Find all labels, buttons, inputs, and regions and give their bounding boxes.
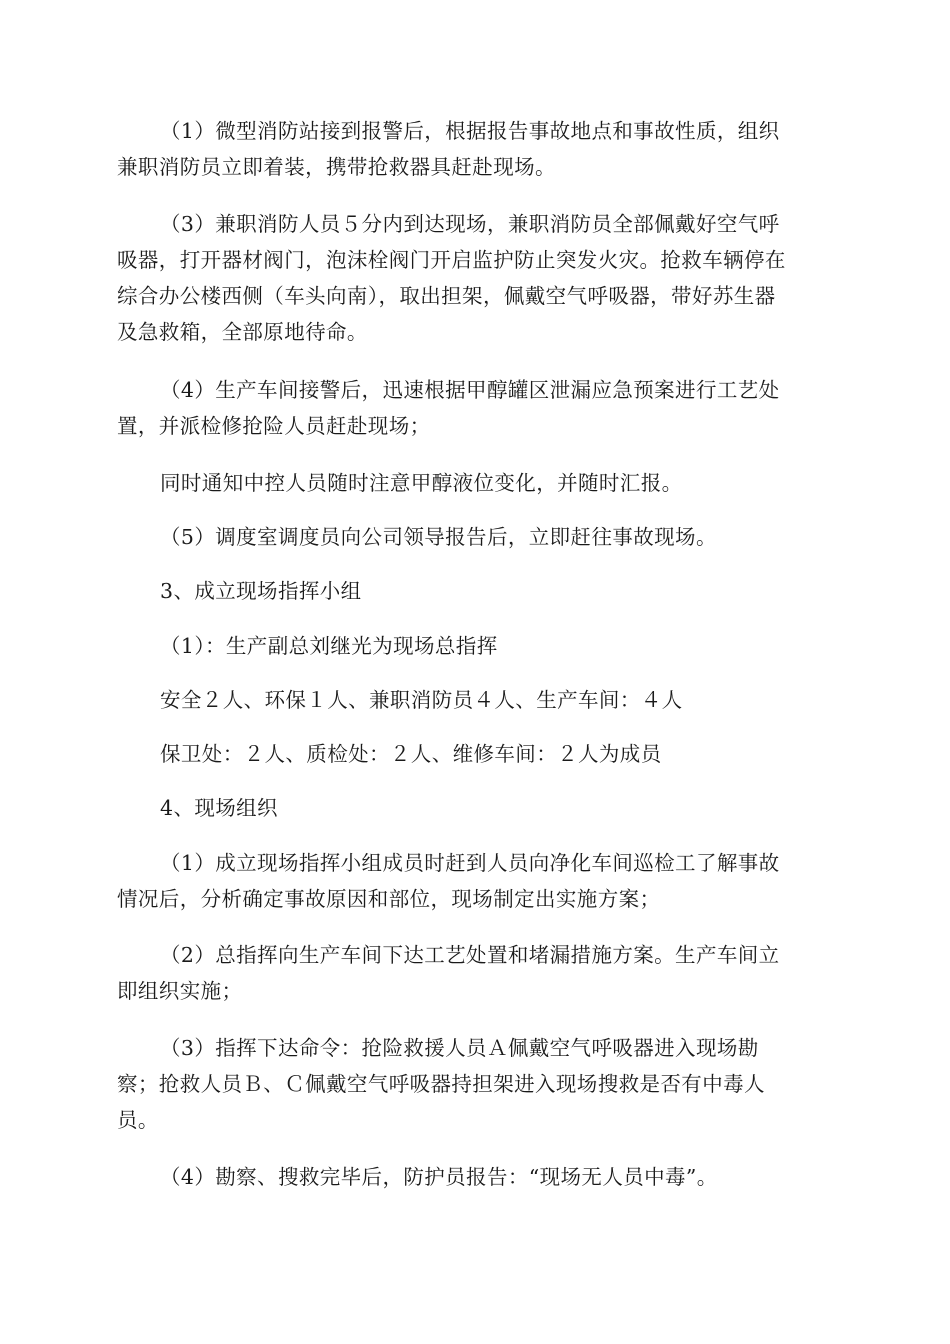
paragraph-line: 员。	[117, 1108, 159, 1132]
paragraph-line: （4）生产车间接警后，迅速根据甲醇罐区泄漏应急预案进行工艺处	[160, 378, 780, 402]
paragraph-line: 即组织实施；	[117, 979, 243, 1003]
paragraph-12	[117, 1159, 837, 1195]
paragraph-line: （1）：生产副总刘继光为现场总指挥	[160, 634, 498, 658]
section-heading-3	[117, 573, 837, 609]
paragraph-line: 保卫处：２人、质检处：２人、维修车间：２人为成员	[160, 742, 662, 766]
paragraph-2	[117, 206, 837, 350]
paragraph-line: （1）成立现场指挥小组成员时赶到人员向净化车间巡检工了解事故	[160, 851, 780, 875]
paragraph-line: （4）勘察、搜救完毕后，防护员报告：“现场无人员中毒”。	[160, 1165, 718, 1189]
paragraph-line: 3、成立现场指挥小组	[160, 579, 362, 603]
paragraph-4	[117, 465, 837, 501]
paragraph-line: 察；抢救人员Ｂ、Ｃ佩戴空气呼吸器持担架进入现场搜救是否有中毒人	[117, 1072, 765, 1096]
paragraph-line: 安全２人、环保１人、兼职消防员４人、生产车间：４人	[160, 688, 683, 712]
paragraph-line: 综合办公楼西侧（车头向南），取出担架，佩戴空气呼吸器，带好苏生器	[117, 284, 776, 308]
paragraph-8	[117, 736, 837, 772]
paragraph-6	[117, 628, 837, 664]
paragraph-11	[117, 1030, 837, 1138]
paragraph-line: 同时通知中控人员随时注意甲醇液位变化，并随时汇报。	[160, 471, 683, 495]
paragraph-9	[117, 845, 837, 917]
paragraph-line: （3）兼职消防人员５分内到达现场，兼职消防员全部佩戴好空气呼	[160, 212, 780, 236]
paragraph-5	[117, 519, 837, 555]
paragraph-line: （2）总指挥向生产车间下达工艺处置和堵漏措施方案。生产车间立	[160, 943, 780, 967]
paragraph-line: 置，并派检修抢险人员赶赴现场；	[117, 414, 431, 438]
paragraph-line: （1）微型消防站接到报警后，根据报告事故地点和事故性质，组织	[160, 119, 780, 143]
paragraph-10	[117, 937, 837, 1009]
paragraph-line: （5）调度室调度员向公司领导报告后，立即赶往事故现场。	[160, 525, 717, 549]
paragraph-line: 吸器，打开器材阀门，泡沫栓阀门开启监护防止突发火灾。抢救车辆停在	[117, 248, 786, 272]
paragraph-3	[117, 372, 837, 444]
section-heading-4	[117, 790, 837, 826]
paragraph-line: 4、现场组织	[160, 796, 278, 820]
paragraph-line: 兼职消防员立即着装，携带抢救器具赶赴现场。	[117, 155, 556, 179]
paragraph-7	[117, 682, 837, 718]
paragraph-1	[117, 113, 837, 185]
paragraph-line: 及急救箱，全部原地待命。	[117, 320, 368, 344]
paragraph-line: （3）指挥下达命令：抢险救援人员Ａ佩戴空气呼吸器进入现场勘	[160, 1036, 759, 1060]
paragraph-line: 情况后，分析确定事故原因和部位，现场制定出实施方案；	[117, 887, 661, 911]
